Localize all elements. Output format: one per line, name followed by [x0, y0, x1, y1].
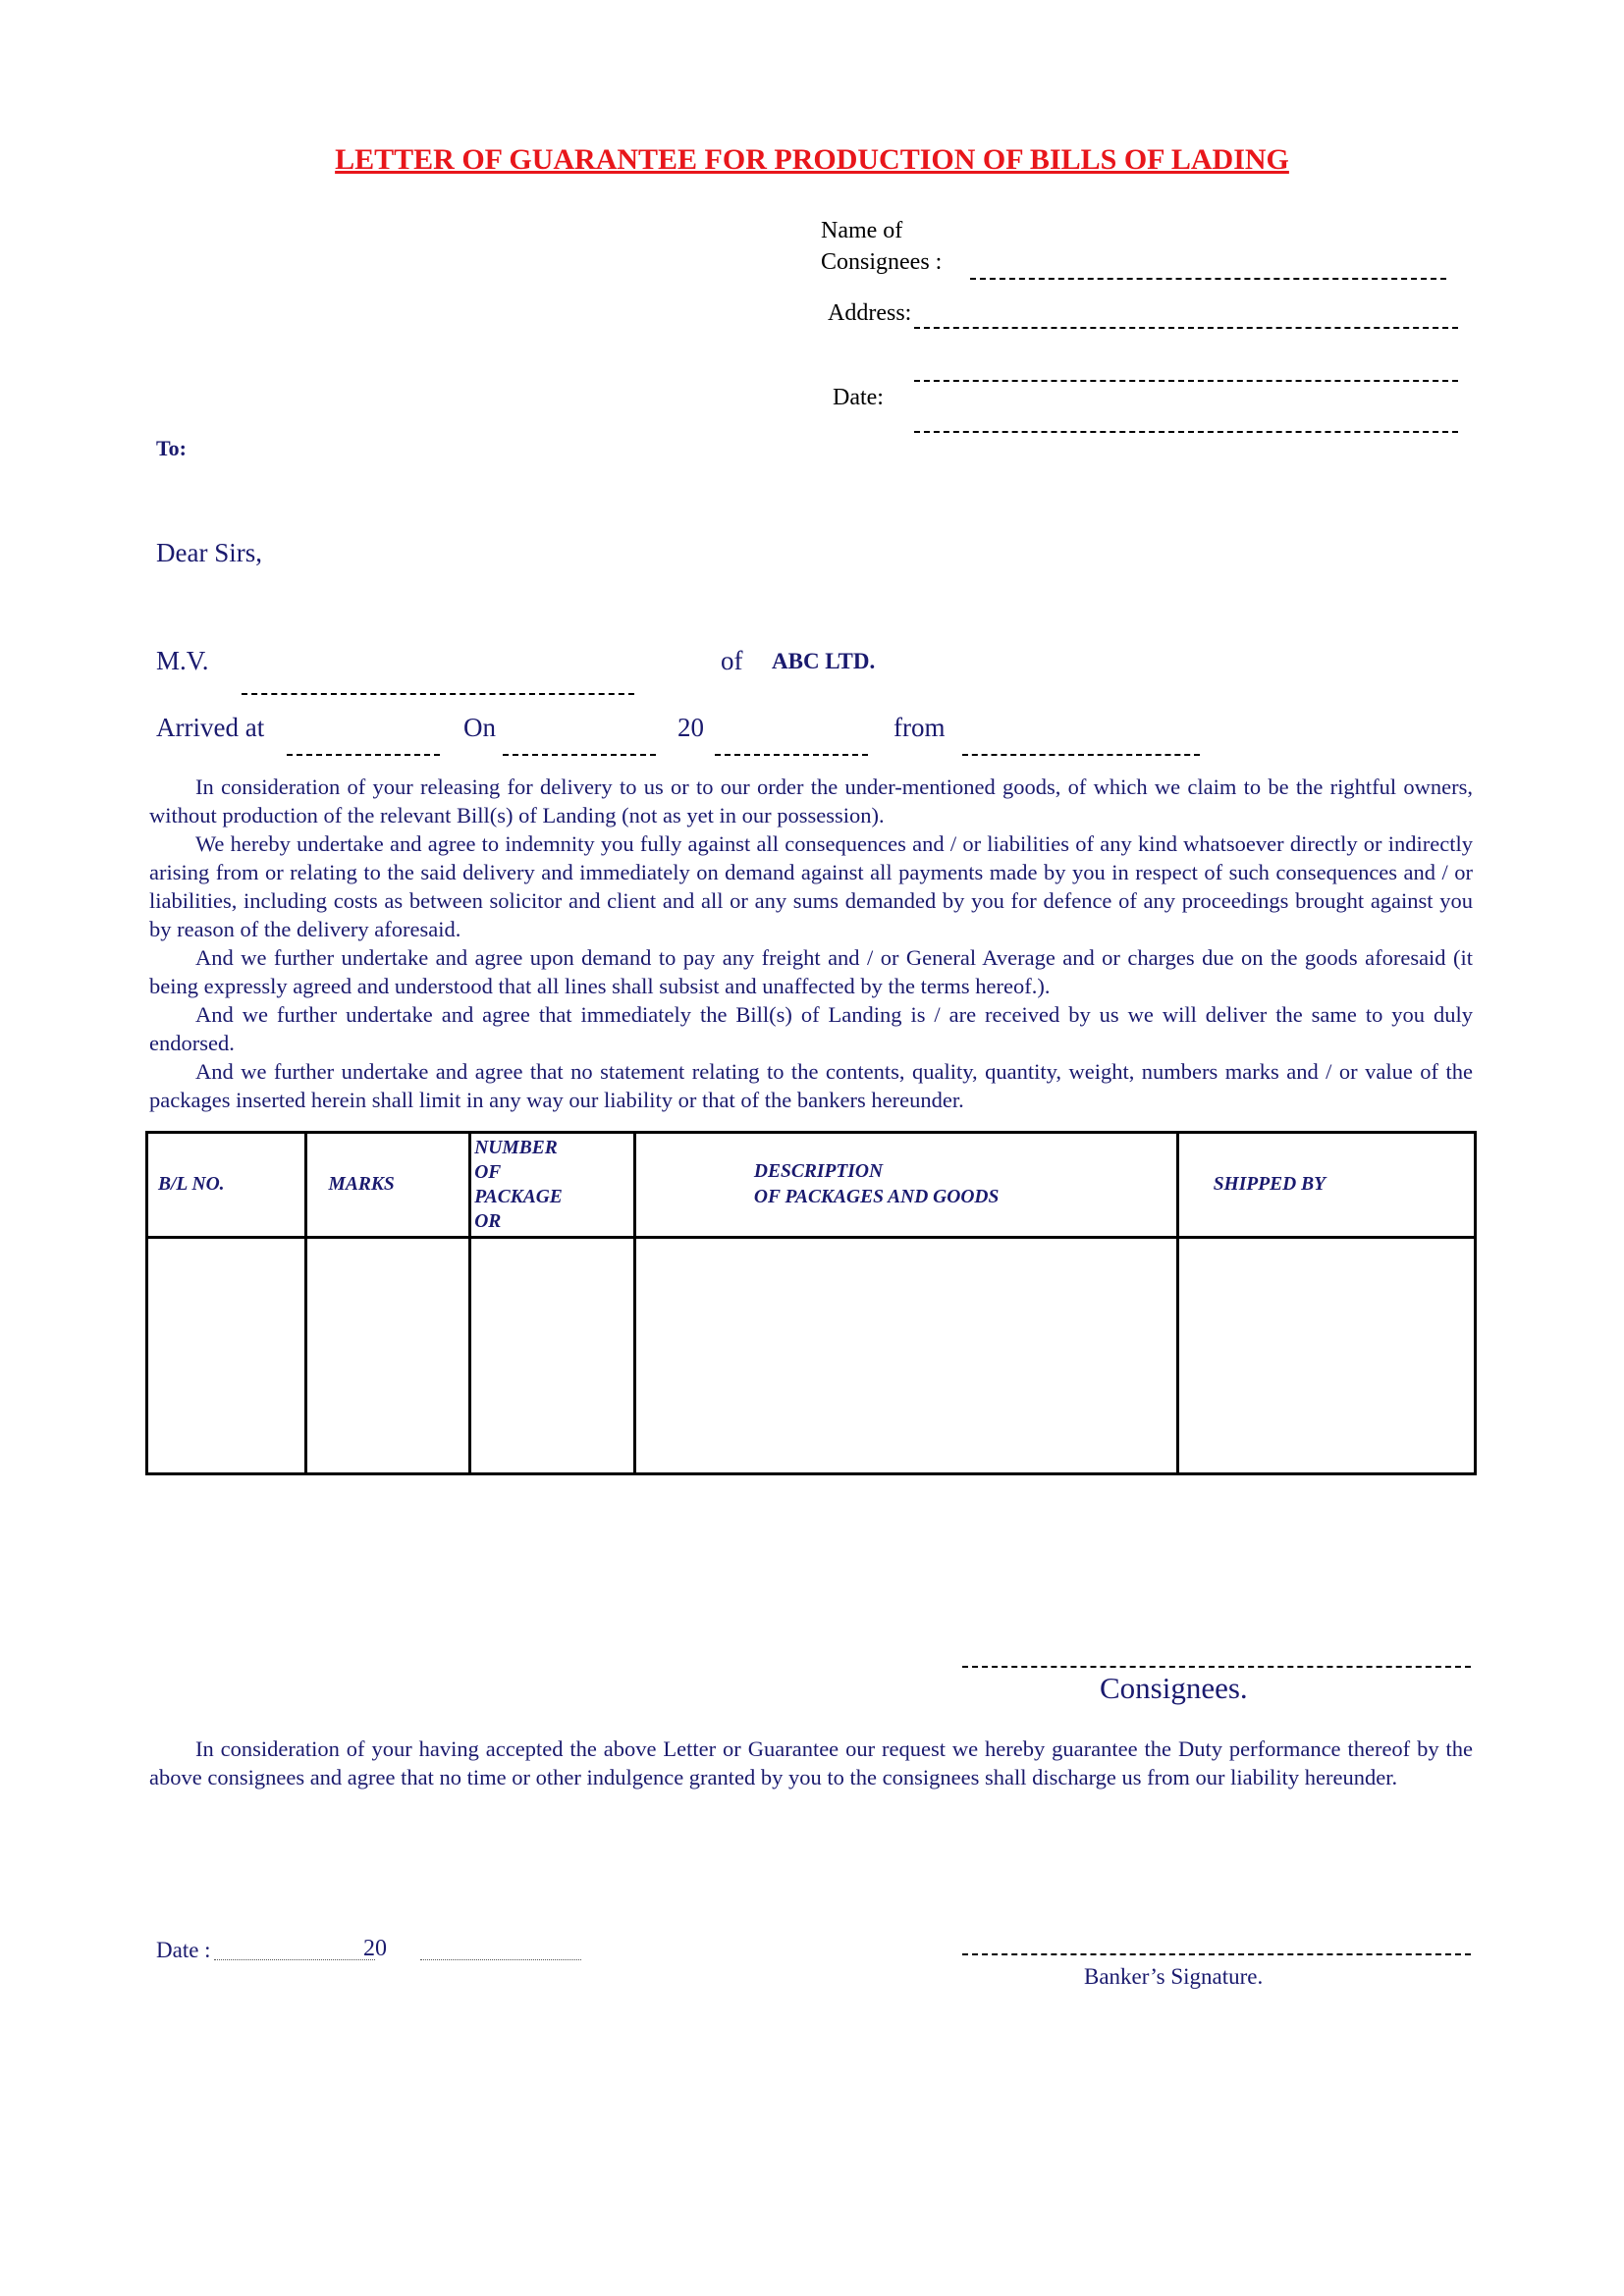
header-number-line-1: NUMBER: [474, 1138, 558, 1158]
guarantee-text: [149, 1735, 1473, 1791]
footer-year-label: 20: [363, 1936, 387, 1961]
banker-signature-label: Banker’s Signature.: [1084, 1964, 1264, 1989]
consignees-label: Consignees :: [821, 249, 943, 275]
table-header-row: [147, 1133, 1476, 1238]
paragraph-consideration: In consideration of your releasing for delivery to us or to our order the under-mentioned goods, of which we claim to be the rightful owners, without production of the relevant Bill(s) of Landing (not as yet in our possession).: [149, 774, 1473, 828]
footer-date-label: Date :: [156, 1938, 211, 1962]
header-number-line-4: OR: [474, 1211, 502, 1232]
paragraph-liability: And we further undertake and agree that no statement relating to the contents, quality, quantity, weight, numbers marks and / or value of the packages inserted herein shall limit in any way our liability or that of the bankers hereunder.: [149, 1059, 1473, 1112]
goods-table: [145, 1131, 1477, 1475]
address-line-2[interactable]: [914, 380, 1458, 382]
header-marks: MARKS: [305, 1133, 470, 1238]
address-line-1[interactable]: [914, 327, 1458, 329]
cell-marks[interactable]: [305, 1238, 470, 1474]
arrived-at-line[interactable]: [287, 754, 440, 756]
address-label: Address:: [828, 300, 912, 326]
from-line[interactable]: [962, 754, 1200, 756]
vessel-name-line[interactable]: [242, 693, 634, 695]
footer-year-line[interactable]: [420, 1959, 581, 1960]
consignees-signature-line[interactable]: [962, 1666, 1471, 1668]
header-description-line-1: DESCRIPTION: [753, 1161, 884, 1182]
footer-date-line[interactable]: [214, 1959, 375, 1960]
consignees-signature-label: Consignees.: [1100, 1671, 1248, 1705]
of-label: of: [721, 646, 743, 675]
header-description-line-2: OF PACKAGES AND GOODS: [753, 1187, 1000, 1207]
header-shipped-by: SHIPPED BY: [1177, 1133, 1475, 1238]
consignee-name-line[interactable]: [970, 278, 1446, 280]
header-number-line-2: OF: [474, 1162, 502, 1183]
banker-signature-line[interactable]: [962, 1953, 1471, 1955]
document-title: LETTER OF GUARANTEE FOR PRODUCTION OF BILLS OF LADING: [335, 143, 1289, 176]
header-number-of-package: [470, 1133, 635, 1238]
paragraph-freight: And we further undertake and agree upon demand to pay any freight and / or General Average and or charges due on the goods aforesaid (it being expressly agreed and understood that all lines shall subsist and unaffected by the terms hereof.).: [149, 945, 1473, 998]
cell-bl-no[interactable]: [147, 1238, 306, 1474]
company-name: ABC LTD.: [772, 649, 876, 673]
name-of-label: Name of: [821, 218, 903, 243]
header-description: [634, 1133, 1177, 1238]
date-label: Date:: [833, 385, 884, 410]
cell-description[interactable]: [634, 1238, 1177, 1474]
on-date-line[interactable]: [503, 754, 656, 756]
on-label: On: [463, 713, 496, 742]
year-label: 20: [677, 713, 704, 742]
to-label: To:: [156, 436, 187, 460]
cell-shipped-by[interactable]: [1177, 1238, 1475, 1474]
year-line[interactable]: [715, 754, 868, 756]
mv-label: M.V.: [156, 646, 209, 675]
paragraph-indemnity: We hereby undertake and agree to indemnity you fully against all consequences and / or liabilities of any kind whatsoever directly or indirectly arising from or relating to the said delivery and immediately on demand against all payments made by you in respect of such consequences and / or liabilities, including costs as between solicitor and client and all or any sums demanded by you for defence of any proceedings brought against you by reason of the delivery aforesaid.: [149, 831, 1473, 941]
salutation: Dear Sirs,: [156, 538, 262, 567]
from-label: from: [893, 713, 946, 742]
date-line[interactable]: [914, 431, 1458, 433]
arrived-at-label: Arrived at: [156, 713, 265, 742]
cell-number-of-package[interactable]: [470, 1238, 635, 1474]
header-number-line-3: PACKAGE: [474, 1187, 563, 1207]
paragraph-guarantee: In consideration of your having accepted the above Letter or Guarantee our request we hereby guarantee the Duty performance thereof by the above consignees and agree that no time or other indulgence granted by you to the consignees shall discharge us from our liability hereunder.: [149, 1736, 1473, 1789]
paragraph-bills-delivery: And we further undertake and agree that immediately the Bill(s) of Landing is / are received by us we will deliver the same to you duly endorsed.: [149, 1002, 1473, 1055]
table-row: [147, 1238, 1476, 1474]
body-text: [149, 773, 1473, 1114]
header-bl-no: B/L NO.: [147, 1133, 306, 1238]
